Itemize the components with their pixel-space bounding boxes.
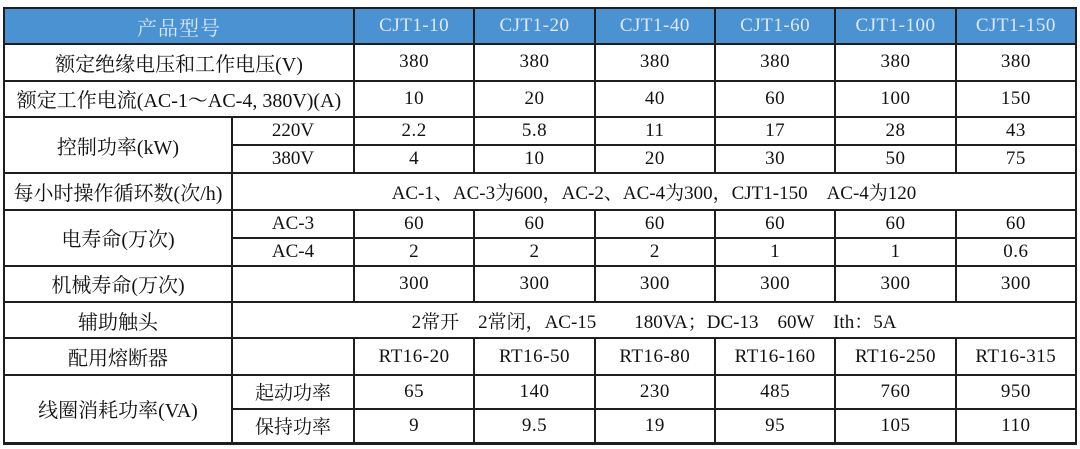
row-insulation-voltage [4,44,1076,80]
cell: 40 [595,81,715,117]
cell: 2.2 [354,117,474,145]
empty-cell [232,266,354,302]
cell: 60 [956,210,1076,238]
cell: 60 [595,210,715,238]
cell: 60 [715,81,835,117]
cell: 60 [715,210,835,238]
row-label-mechanical-life: 机械寿命(万次) [4,266,232,302]
cell: 50 [835,145,955,173]
cell: 5.8 [474,117,594,145]
cell: 300 [474,266,594,302]
cell: 20 [595,145,715,173]
column-header-cjt1-40: CJT1-40 [595,8,715,44]
row-label-fuse: 配用熔断器 [4,338,232,374]
sub-label-ac4: AC-4 [232,238,354,266]
spec-table [3,7,1077,445]
cell: RT16-50 [474,338,594,374]
cell: 230 [595,375,715,409]
cell: 100 [835,81,955,117]
cell: 43 [956,117,1076,145]
row-aux-contacts [4,302,1076,338]
cell: 110 [956,409,1076,444]
cell: 60 [835,210,955,238]
cell: 300 [715,266,835,302]
cell: 10 [474,145,594,173]
cell: 95 [715,409,835,444]
row-label-aux-contacts: 辅助触头 [4,302,232,338]
row-control-power-220v [4,117,1076,145]
sub-label-220v: 220V [232,117,354,145]
column-header-cjt1-150: CJT1-150 [956,8,1076,44]
cell: 1 [835,238,955,266]
column-header-cjt1-20: CJT1-20 [474,8,594,44]
column-header-product-model: 产品型号 [4,8,354,44]
cell: 485 [715,375,835,409]
cell: 300 [354,266,474,302]
cell: 4 [354,145,474,173]
header-row [4,8,1076,44]
row-label-coil-power: 线圈消耗功率(VA) [4,375,232,444]
cell: RT16-315 [956,338,1076,374]
cell: 300 [595,266,715,302]
cell: 380 [474,44,594,80]
sub-label-380v: 380V [232,145,354,173]
row-rated-current [4,81,1076,117]
cell: 30 [715,145,835,173]
row-fuse [4,338,1076,374]
cell: 105 [835,409,955,444]
cell: 380 [835,44,955,80]
row-electrical-life-ac3 [4,210,1076,238]
cell: 2 [354,238,474,266]
cell: 300 [956,266,1076,302]
row-mechanical-life [4,266,1076,302]
cell: RT16-20 [354,338,474,374]
cell: 10 [354,81,474,117]
cell: RT16-250 [835,338,955,374]
column-header-cjt1-10: CJT1-10 [354,8,474,44]
operating-cycles-value: AC-1、AC-3为600，AC-2、AC-4为300，CJT1-150 AC-4为120 [232,173,1076,209]
cell: 380 [956,44,1076,80]
cell: 380 [715,44,835,80]
cell: 300 [835,266,955,302]
cell: 9.5 [474,409,594,444]
cell: 60 [474,210,594,238]
empty-cell [232,338,354,374]
row-label-rated-current: 额定工作电流(AC-1～AC-4, 380V)(A) [4,81,354,117]
sub-label-ac3: AC-3 [232,210,354,238]
row-operating-cycles [4,173,1076,209]
sub-label-starting-power: 起动功率 [232,375,354,409]
cell: 60 [354,210,474,238]
cell: 2 [595,238,715,266]
cell: 20 [474,81,594,117]
cell: 0.6 [956,238,1076,266]
cell: 2 [474,238,594,266]
cell: 760 [835,375,955,409]
cell: 17 [715,117,835,145]
cell: 11 [595,117,715,145]
cell: 28 [835,117,955,145]
cell: 150 [956,81,1076,117]
row-label-operating-cycles: 每小时操作循环数(次/h) [4,173,232,209]
column-header-cjt1-100: CJT1-100 [835,8,955,44]
cell: 9 [354,409,474,444]
sub-label-holding-power: 保持功率 [232,409,354,444]
row-coil-power-start [4,375,1076,409]
cell: 140 [474,375,594,409]
cell: 950 [956,375,1076,409]
row-label-insulation-voltage: 额定绝缘电压和工作电压(V) [4,44,354,80]
cell: 380 [354,44,474,80]
row-label-control-power: 控制功率(kW) [4,117,232,173]
cell: RT16-80 [595,338,715,374]
aux-contacts-value: 2常开 2常闭，AC-15 180VA；DC-13 60W Ith：5A [232,302,1076,338]
column-header-cjt1-60: CJT1-60 [715,8,835,44]
cell: RT16-160 [715,338,835,374]
cell: 65 [354,375,474,409]
cell: 380 [595,44,715,80]
cell: 75 [956,145,1076,173]
row-label-electrical-life: 电寿命(万次) [4,210,232,266]
cell: 19 [595,409,715,444]
cell: 1 [715,238,835,266]
